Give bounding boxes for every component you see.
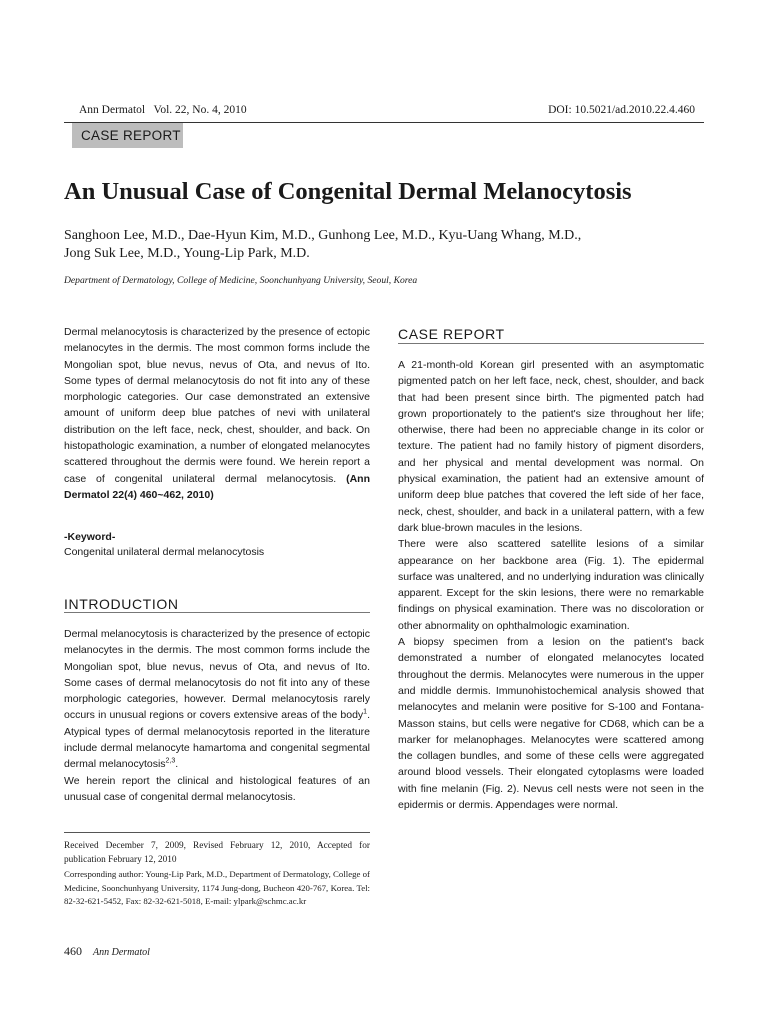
case-report-body xyxy=(398,357,704,813)
authors-line-2: Jong Suk Lee, M.D., Young-Lip Park, M.D. xyxy=(64,246,310,261)
doi: DOI: 10.5021/ad.2010.22.4.460 xyxy=(548,104,695,116)
footer-journal: Ann Dermatol xyxy=(93,947,150,958)
correspondence-label: Corresponding author: xyxy=(64,869,144,879)
keyword-text: Congenital unilateral dermal melanocytosis xyxy=(64,546,265,558)
case-paragraph: There were also scattered satellite lesions of a similar appearance on her backbone area (Fig. 1). The epidermal surface was unaltered, and no underlying induration was clinically apparent. Except for the skin lesions, there were no remarkable findings on physical examination. There was no discoloration or other abnormality on ophthalmologic examination. xyxy=(398,538,704,632)
reference-marker: 2,3 xyxy=(165,757,176,765)
article-title: An Unusual Case of Congenital Dermal Melanocytosis xyxy=(64,178,632,205)
abstract-citation: (Ann Dermatol 22(4) 460~462, 2010) xyxy=(64,472,370,501)
case-paragraph: A biopsy specimen from a lesion on the patient's back demonstrated a number of elongated melanocytes located throughout the dermis. Melanocytes were numerous in the upper and middle dermis. Immunohistochemical analysis showed that melanocytes and melanin were positive for S-100 and Fontana-Masson stains, but cells were negative for CD68, which can be a marker for melanophages. Melanocytes were scattered among the collagen bundles, and some of these cells were aggregated around blood vessels. Their elongated cytoplasms were loaded with fine melanin (Fig. 2). Nevus cell nests were not seen in the epidermis or dermis. Appendages were normal. xyxy=(398,636,704,812)
intro-text-segment: . Atypical types of dermal melanocytosis reported in the literature include dermal melanocyte hamartoma and congenital segmental dermal melanocytosis xyxy=(64,709,370,771)
correspondence-details: Young-Lip Park, M.D., Department of Dermatology, College of Medicine, Soonchunhyang University, 1174 Jung-dong, Bucheon 420-767, Korea. Tel: 82-32-621-5452, Fax: 82-32-621-5018, E-mail: ylpark@schmc.ac.kr xyxy=(64,869,370,906)
intro-text-segment: Dermal melanocytosis is characterized by the presence of ectopic melanocytes in the dermis. The most common forms include the Mongolian spot, blue nevus, nevus of Ota, and nevus of Ito. Some cases of dermal melanocytosis do not fit into any of these morphologic categories, however. Dermal melanocytosis rarely occurs in unusual regions or covers extensive areas of the body xyxy=(64,628,370,722)
case-report-divider xyxy=(398,343,704,344)
correspondence xyxy=(64,868,370,909)
running-header-left xyxy=(79,104,247,116)
authors-line-1: Sanghoon Lee, M.D., Dae-Hyun Kim, M.D., Gunhong Lee, M.D., Kyu-Uang Whang, M.D., xyxy=(64,228,582,243)
page-number: 460 xyxy=(64,944,82,958)
journal-name: Ann Dermatol xyxy=(79,104,146,116)
footnote-divider xyxy=(64,832,370,833)
affiliation: Department of Dermatology, College of Medicine, Soonchunhyang University, Seoul, Korea xyxy=(64,275,418,286)
page-footer xyxy=(64,944,150,959)
article-type-badge: CASE REPORT xyxy=(72,123,183,148)
introduction-paragraph xyxy=(64,626,370,773)
volume-info: Vol. 22, No. 4, 2010 xyxy=(153,104,247,116)
case-report-heading: CASE REPORT xyxy=(398,326,505,342)
introduction-body xyxy=(64,626,370,805)
introduction-paragraph: We herein report the clinical and histological features of an unusual case of congenital dermal melanocytosis. xyxy=(64,774,370,803)
received-dates: Received December 7, 2009, Revised February 12, 2010, Accepted for publication February 12, 2010 xyxy=(64,841,370,865)
case-paragraph: A 21-month-old Korean girl presented with an asymptomatic pigmented patch on her left face, neck, chest, shoulder, and back that had been present since birth. The pigmented patch had grown proportionately to the patient's size throughout her life; otherwise, there had been no appreciable change in its color or texture. The patient had no family history of pigment disorders, and her physical and mental development was normal. On physical examination, the patient had an extensive amount of uniform deep blue patches that covered the left side of her face, neck, chest, shoulder, and back in a unilateral pattern, with a few dark blue-brown macules in the lesions. xyxy=(398,359,704,534)
keyword-label: -Keyword- xyxy=(64,531,116,543)
introduction-heading: INTRODUCTION xyxy=(64,596,179,612)
introduction-divider xyxy=(64,612,370,613)
author-list xyxy=(64,227,624,263)
abstract-body: Dermal melanocytosis is characterized by the presence of ectopic melanocytes in the dermis. The most common forms include the Mongolian spot, blue nevus, nevus of Ota, and nevus of Ito. Some types of dermal melanocytosis do not fit into any of these morphologic categories. Our case demonstrated an extensive amount of uniform deep blue patches of nevi with unilateral distribution on the left face, neck, chest, shoulder, and back. On histopathologic examination, a number of elongated melanocytes scattered throughout the dermis were found. We herein report a case of congenital unilateral dermal melanocytosis. xyxy=(64,326,370,485)
abstract xyxy=(64,324,370,503)
reference-marker: 1 xyxy=(363,708,368,716)
intro-text-segment: . xyxy=(175,758,179,771)
